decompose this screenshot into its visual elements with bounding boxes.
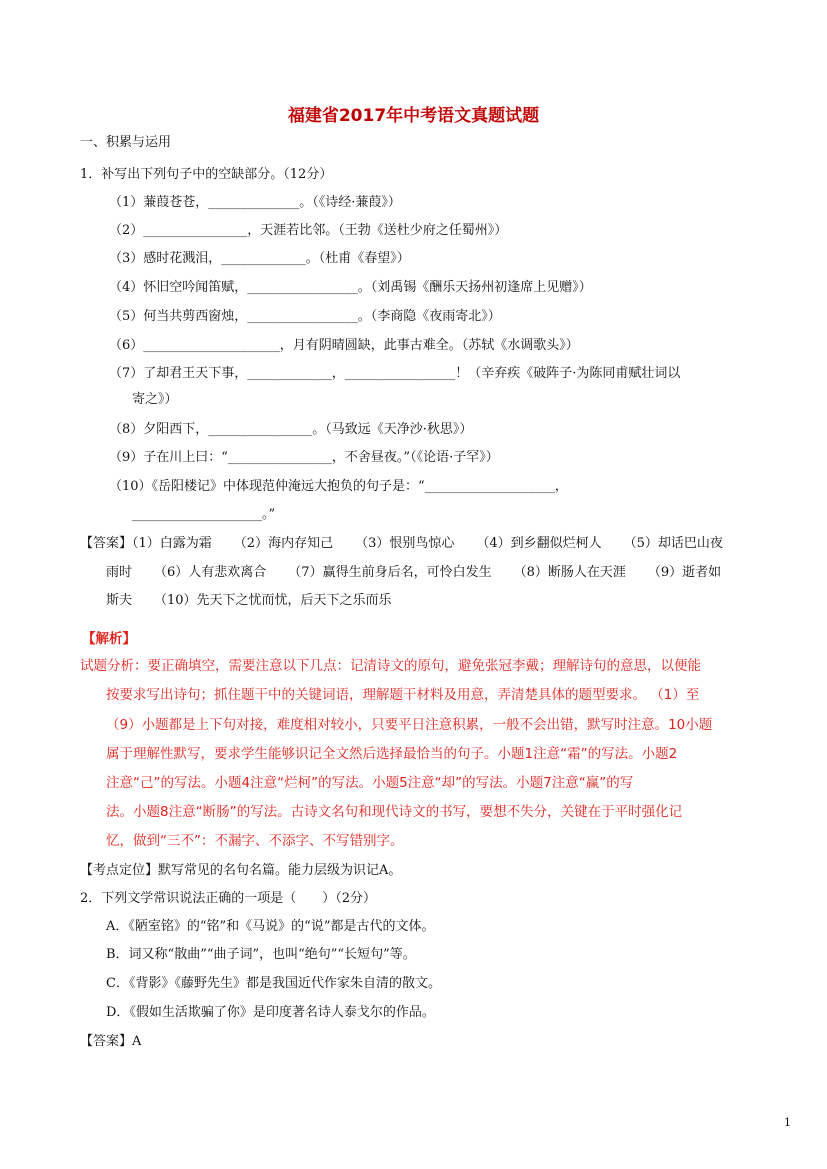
analysis-line: 按要求写出诗句；抓住题干中的关键词语，理解题干材料及用意，弄清楚具体的题型要求。 （1）至 <box>106 687 700 703</box>
page-number: 1 <box>784 1116 791 1129</box>
q2-answer: 【答案】A <box>80 1034 142 1049</box>
answer-item: 雨时 <box>106 565 133 580</box>
answer-item: （7）赢得生前身后名，可怜白发生 <box>288 565 492 580</box>
q1-item-3: （3）感时花溅泪，_____________。（杜甫《春望》） <box>109 251 410 266</box>
answer-item: （1）白露为霜 <box>132 536 212 551</box>
q1-answer-line-3 <box>106 592 392 610</box>
answer-item: （4）到乡翻似烂柯人 <box>476 536 602 551</box>
question-1-stem: 1．补写出下列句子中的空缺部分。（12分） <box>80 167 333 182</box>
analysis-line: 法。小题8注意“断肠”的写法。古诗文名句和现代诗文的书写，要想不失分，关键在于平时强化记 <box>106 804 683 820</box>
q1-answer-line-2 <box>106 564 721 582</box>
answer-item: （8）断肠人在天涯 <box>513 565 626 580</box>
q1-item-10: （10）《岳阳楼记》中体现范仲淹远大抱负的句子是：“____________________， <box>109 479 568 494</box>
q1-answer-line-1 <box>80 535 723 553</box>
q1-item-9: （9）子在川上曰：“________________，不舍昼夜。”（《论语·子罕》） <box>109 450 499 465</box>
q2-option-a: A．《陋室铭》的“铭”和《马说》的“说”都是古代的文体。 <box>106 919 435 934</box>
answer-item: 斯夫 <box>106 593 133 608</box>
kaodian-note: 【考点定位】默写常见的名句名篇。能力层级为识记A。 <box>80 863 402 878</box>
analysis-line: 属于理解性默写，要求学生能够识记全文然后选择最恰当的句子。小题1注意“霜”的写法。小题2 <box>106 746 678 762</box>
q1-item-1: （1）蒹葭苍苍，______________。（《诗经·蒹葭》） <box>109 195 401 210</box>
analysis-line: 试题分析：要正确填空，需要注意以下几点：记清诗文的原句，避免张冠李戴；理解诗句的意思，以便能 <box>80 658 701 674</box>
section-heading: 一、积累与运用 <box>80 135 172 150</box>
answer-item: （10）先天下之忧而忧，后天下之乐而乐 <box>154 593 392 608</box>
q1-item-8: （8）夕阳西下，________________。（马致远《天净沙·秋思》） <box>109 422 473 437</box>
page-title: 福建省2017年中考语文真题试题 <box>287 106 540 126</box>
answer-item: （5）却话巴山夜 <box>623 536 723 551</box>
answer-item: （9）逝者如 <box>647 565 722 580</box>
q1-item-4: （4）怀旧空吟闻笛赋，_________________。（刘禹锡《酬乐天扬州初逢席上见赠》） <box>109 280 592 295</box>
analysis-line: （9）小题都是上下句对接，难度相对较小，只要平日注意积累，一般不会出错，默写时注意。10小题 <box>106 717 713 733</box>
answer-label: 【答案】 <box>80 536 133 551</box>
analysis-line: 注意“己”的写法。小题4注意“烂柯”的写法。小题5注意“却”的写法。小题7注意“赢”的写 <box>106 775 634 791</box>
answer-item: （3）恨别鸟惊心 <box>355 536 455 551</box>
answer-item: （2）海内存知己 <box>233 536 334 551</box>
analysis-label: 【解析】 <box>82 631 136 647</box>
q1-item-7-cont: 寄之》） <box>132 392 178 407</box>
analysis-line: 忆，做到“三不”：不漏字、不添字、不写错别字。 <box>106 833 404 849</box>
q2-option-b: B．词又称“散曲”“曲子词”，也叫“绝句”“长短句”等。 <box>106 947 416 962</box>
answer-item: （6）人有悲欢离合 <box>154 565 267 580</box>
q1-item-2: （2）________________，天涯若比邻。（王勃《送杜少府之任蜀州》） <box>109 223 508 238</box>
q2-option-c: C．《背影》《藤野先生》都是我国近代作家朱自清的散文。 <box>106 976 441 991</box>
q1-item-5: （5）何当共剪西窗烛，_________________。（李商隐《夜雨寄北》） <box>109 309 501 324</box>
q1-item-6: （6）_____________________，月有阴晴圆缺，此事古难全。（苏轼《水调歌头》） <box>109 338 579 353</box>
q1-item-10-cont: ____________________。” <box>132 507 276 522</box>
q1-item-7: （7）了却君王天下事，_____________，_________________！（辛弃疾《破阵子·为陈同甫赋壮词以 <box>109 366 681 381</box>
question-2-stem: 2．下列文学常识说法正确的一项是（ ）（2分） <box>80 891 377 906</box>
q2-option-d: D．《假如生活欺骗了你》是印度著名诗人泰戈尔的作品。 <box>106 1005 435 1020</box>
